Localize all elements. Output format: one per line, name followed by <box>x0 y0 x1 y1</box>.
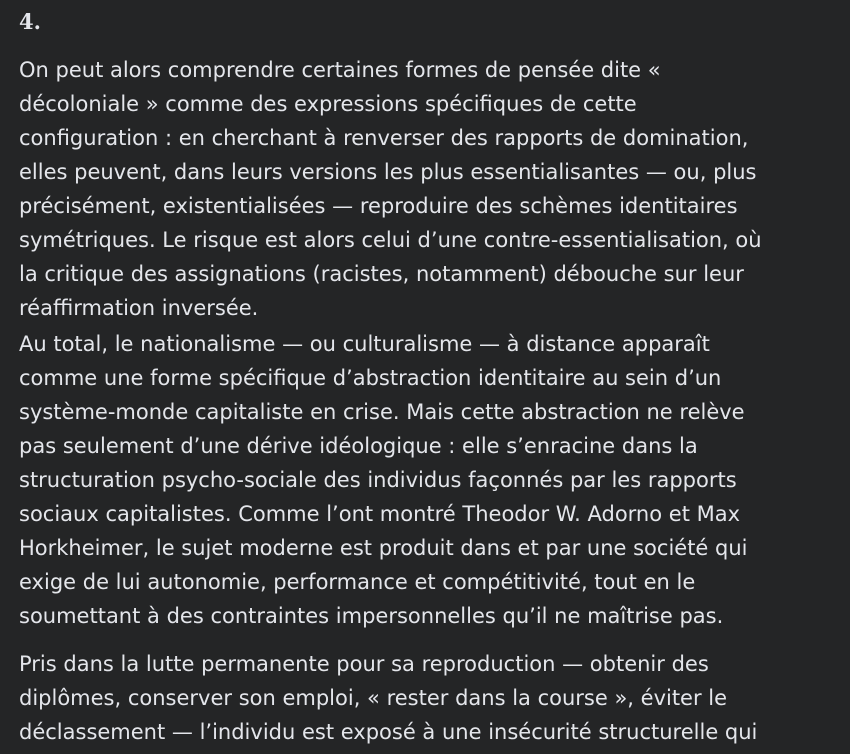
text-line: Horkheimer, le sujet moderne est produit dans et par une société qui <box>19 536 748 560</box>
text-line: elles peuvent, dans leurs versions les plus essentialisantes — ou, plus <box>19 160 757 184</box>
text-line: symétriques. Le risque est alors celui d’une contre-essentialisation, où <box>19 228 762 252</box>
text-line: comme une forme spécifique d’abstraction identitaire au sein d’un <box>19 366 722 390</box>
text-line: décoloniale » comme des expressions spécifiques de cette <box>19 92 637 116</box>
text-line: système-monde capitaliste en crise. Mais cette abstraction ne relève <box>19 400 745 424</box>
text-line: déclassement — l’individu est exposé à une insécurité structurelle qui <box>19 720 758 744</box>
text-line: réaffirmation inversée. <box>19 296 259 320</box>
text-line: Au total, le nationalisme — ou culturalisme — à distance apparaît <box>19 332 710 356</box>
text-line: exige de lui autonomie, performance et compétitivité, tout en le <box>19 570 696 594</box>
section-heading: 4. <box>19 9 41 34</box>
text-line: structuration psycho-sociale des individus façonnés par les rapports <box>19 468 737 492</box>
text-line: On peut alors comprendre certaines formes de pensée dite « <box>19 58 661 82</box>
text-line: précisément, existentialisées — reproduire des schèmes identitaires <box>19 194 738 218</box>
text-line: Pris dans la lutte permanente pour sa reproduction — obtenir des <box>19 652 709 676</box>
text-line: sociaux capitalistes. Comme l’ont montré Theodor W. Adorno et Max <box>19 502 741 526</box>
paragraph-2 <box>19 327 748 633</box>
text-line: la critique des assignations (racistes, notamment) débouche sur leur <box>19 262 744 286</box>
text-line: pas seulement d’une dérive idéologique : elle s’enracine dans la <box>19 434 698 458</box>
paragraph-1 <box>19 53 762 325</box>
text-line: configuration : en cherchant à renverser des rapports de domination, <box>19 126 749 150</box>
text-line: diplômes, conserver son emploi, « rester dans la course », éviter le <box>19 686 728 710</box>
paragraph-3 <box>19 647 757 749</box>
text-line: soumettant à des contraintes impersonnelles qu’il ne maîtrise pas. <box>19 604 724 628</box>
